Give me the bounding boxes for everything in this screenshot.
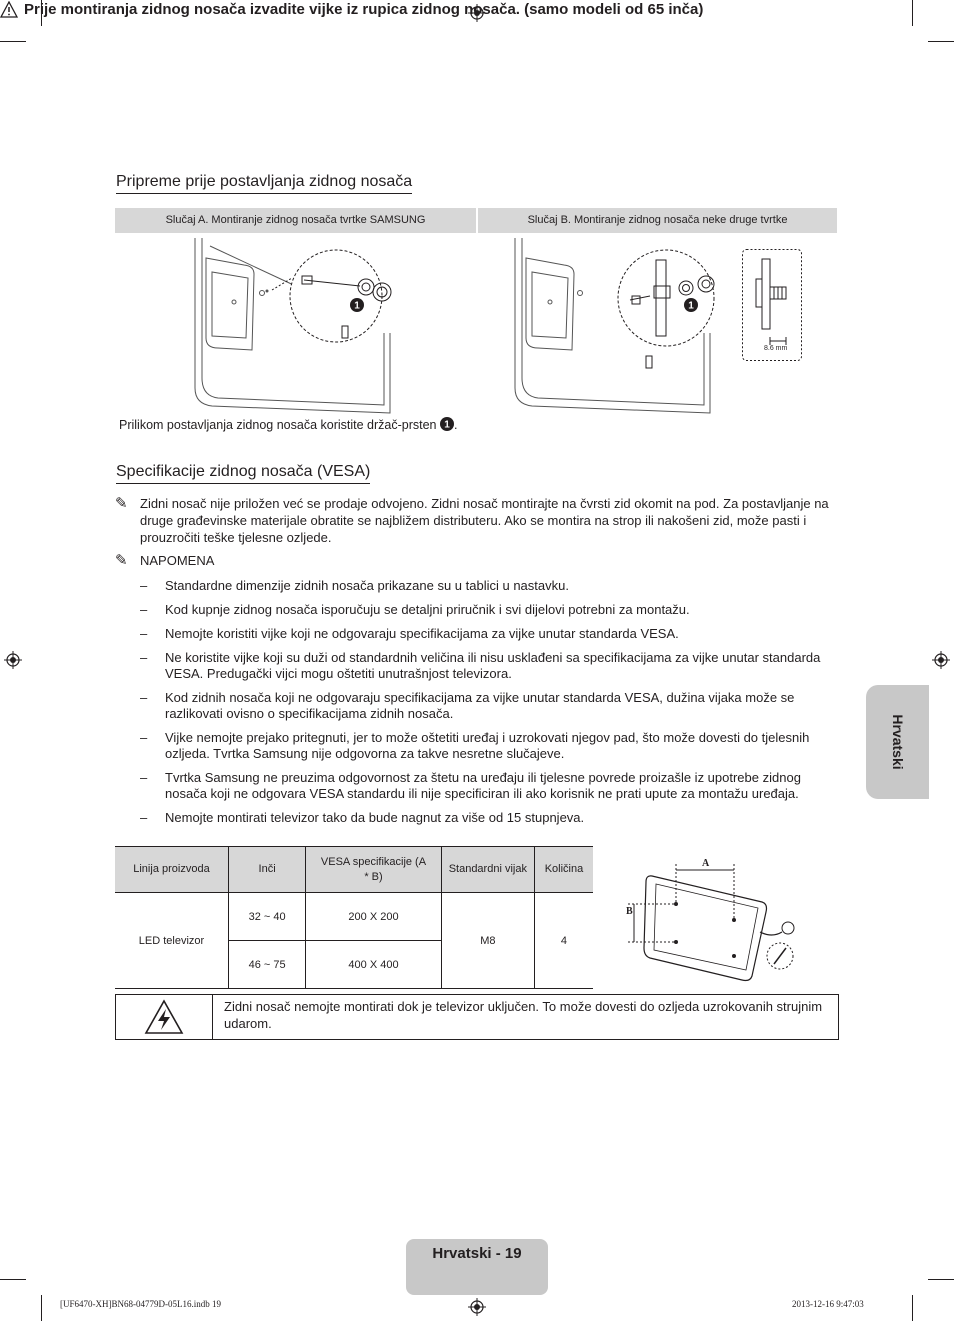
caution-icon-cell (116, 995, 213, 1039)
case-b-header: Slučaj B. Montiranje zidnog nosača neke druge tvrtke (478, 208, 837, 233)
pencil-note-icon: ✎ (115, 552, 128, 569)
callout-number-icon (350, 298, 364, 312)
registration-mark-icon (4, 651, 22, 669)
pencil-note-icon: ✎ (115, 495, 128, 512)
callout-number-icon (684, 298, 698, 312)
page-number-tab (406, 1239, 548, 1295)
registration-mark-icon (932, 651, 950, 669)
crop-mark (0, 1279, 26, 1280)
caution-text: Zidni nosač nemojte montirati dok je televizor uključen. To može dovesti do ozljeda uzrokovanih strujnim udarom. (224, 999, 823, 1031)
table-header: Linija proizvoda (115, 847, 228, 893)
list-item: – Vijke nemojte prejako pritegnuti, jer to može oštetiti uređaj i uzrokovati njegov pad, što može dovesti do tjelesnih ozljeda. Tvrtka Samsung nije odgovorna za takve nesretne slučajeve. (140, 730, 810, 761)
table-header: Standardni vijak (441, 847, 534, 893)
vesa-spec-table (115, 846, 593, 989)
top-warning-text: Prije montiranja zidnog nosača izvadite vijke iz rupica zidnog nosača. (samo modeli od 65 inča) (24, 1, 704, 18)
list-item: – Ne koristite vijke koji su duži od standardnih veličina ili nisu usklađeni sa specifikacijama za vijke unutar standarda VESA. Predugački vijci mogu oštetiti unutrašnjost televizora. (140, 650, 821, 681)
footer-file-info: [UF6470-XH]BN68-04779D-05L16.indb 19 (60, 1299, 221, 1309)
registration-mark-icon (468, 1298, 486, 1316)
table-cell: 200 X 200 (306, 893, 441, 941)
table-cell: M8 (441, 893, 534, 989)
table-cell: 400 X 400 (306, 941, 441, 989)
callout-number: 1 (444, 419, 450, 431)
side-tab-label: Hrvatski (889, 714, 906, 770)
list-item: – Tvrtka Samsung ne preuzima odgovornost za štetu na uređaju ili tjelesne povrede proizašle iz upotrebe zidnog nosača koji ne odgovara VESA standardu ili nije specificiran ili ako korisnik ne prati upute za montažu uređaja. (140, 770, 801, 801)
note-wall-mount: Zidni nosač nije priložen već se prodaje odvojeno. Zidni nosač montirajte na čvrsti zid okomit na pod. Za postavljanje na druge građevinske materijale obratite se najbližem distributeru. Ako se montira na strop ili nakošeni zid, može pasti i prouzročiti teške tjelesne ozljede. (140, 496, 829, 545)
electric-hazard-icon (144, 999, 184, 1035)
callout-number: 1 (688, 300, 694, 312)
ring-caption-text: Prilikom postavljanja zidnog nosača koristite držač-prsten (119, 418, 437, 432)
list-item: – Kod zidnih nosača koji ne odgovaraju specifikacijama za vijke unutar standarda VESA, dužina vijaka može se razlikovati ovisno o specifikacijama zidnih nosača. (140, 690, 795, 721)
table-cell: 32 ~ 40 (228, 893, 305, 941)
table-header: Inči (228, 847, 305, 893)
case-b-illustration (510, 238, 720, 414)
table-cell: LED televizor (115, 893, 228, 989)
callout-number-icon (440, 417, 454, 431)
crop-mark (41, 1295, 42, 1321)
case-a-illustration (190, 238, 400, 414)
footer-timestamp: 2013-12-16 9:47:03 (792, 1299, 864, 1309)
section-title-vesa: Specifikacije zidnog nosača (VESA) (116, 462, 370, 484)
crop-mark (912, 0, 913, 26)
crop-mark (928, 41, 954, 42)
table-header: VESA specifikacije (A * B) (306, 847, 441, 893)
callout-number: 1 (354, 300, 360, 312)
table-cell: 46 ~ 75 (228, 941, 305, 989)
language-side-tab (866, 685, 929, 799)
case-a-header: Slučaj A. Montiranje zidnog nosača tvrtke SAMSUNG (115, 208, 476, 233)
table-row (115, 893, 593, 941)
crop-mark (0, 41, 26, 42)
diagram-label-b: B (626, 906, 633, 917)
section-title-preparation: Pripreme prije postavljanja zidnog nosača (116, 172, 412, 194)
ring-caption: Prilikom postavljanja zidnog nosača koristite držač-prsten 1 . (119, 418, 458, 432)
crop-mark (928, 1279, 954, 1280)
table-header: Količina (534, 847, 593, 893)
list-item: – Nemojte koristiti vijke koji ne odgovaraju specifikacijama za vijke unutar standarda VESA. (140, 626, 679, 641)
diagram-label-a: A (702, 858, 710, 869)
list-item: – Nemojte montirati televizor tako da bude nagnut za više od 15 stupnjeva. (140, 810, 585, 825)
dimension-label: 8.6 mm (764, 345, 788, 352)
crop-mark (912, 1295, 913, 1321)
list-item: – Standardne dimenzije zidnih nosača prikazane su u tablici u nastavku. (140, 578, 569, 593)
notes-list (140, 578, 840, 834)
table-header-row (115, 847, 593, 893)
warning-triangle-icon (0, 1, 18, 18)
note-heading: NAPOMENA (140, 553, 215, 568)
list-item: – Kod kupnje zidnog nosača isporučuju se detaljni priručnik i svi dijelovi potrebni za montažu. (140, 602, 690, 617)
page-number: Hrvatski - 19 (432, 1245, 522, 1262)
vesa-dimension-diagram (620, 852, 810, 982)
electric-shock-caution (115, 994, 839, 1040)
table-cell: 4 (534, 893, 593, 989)
